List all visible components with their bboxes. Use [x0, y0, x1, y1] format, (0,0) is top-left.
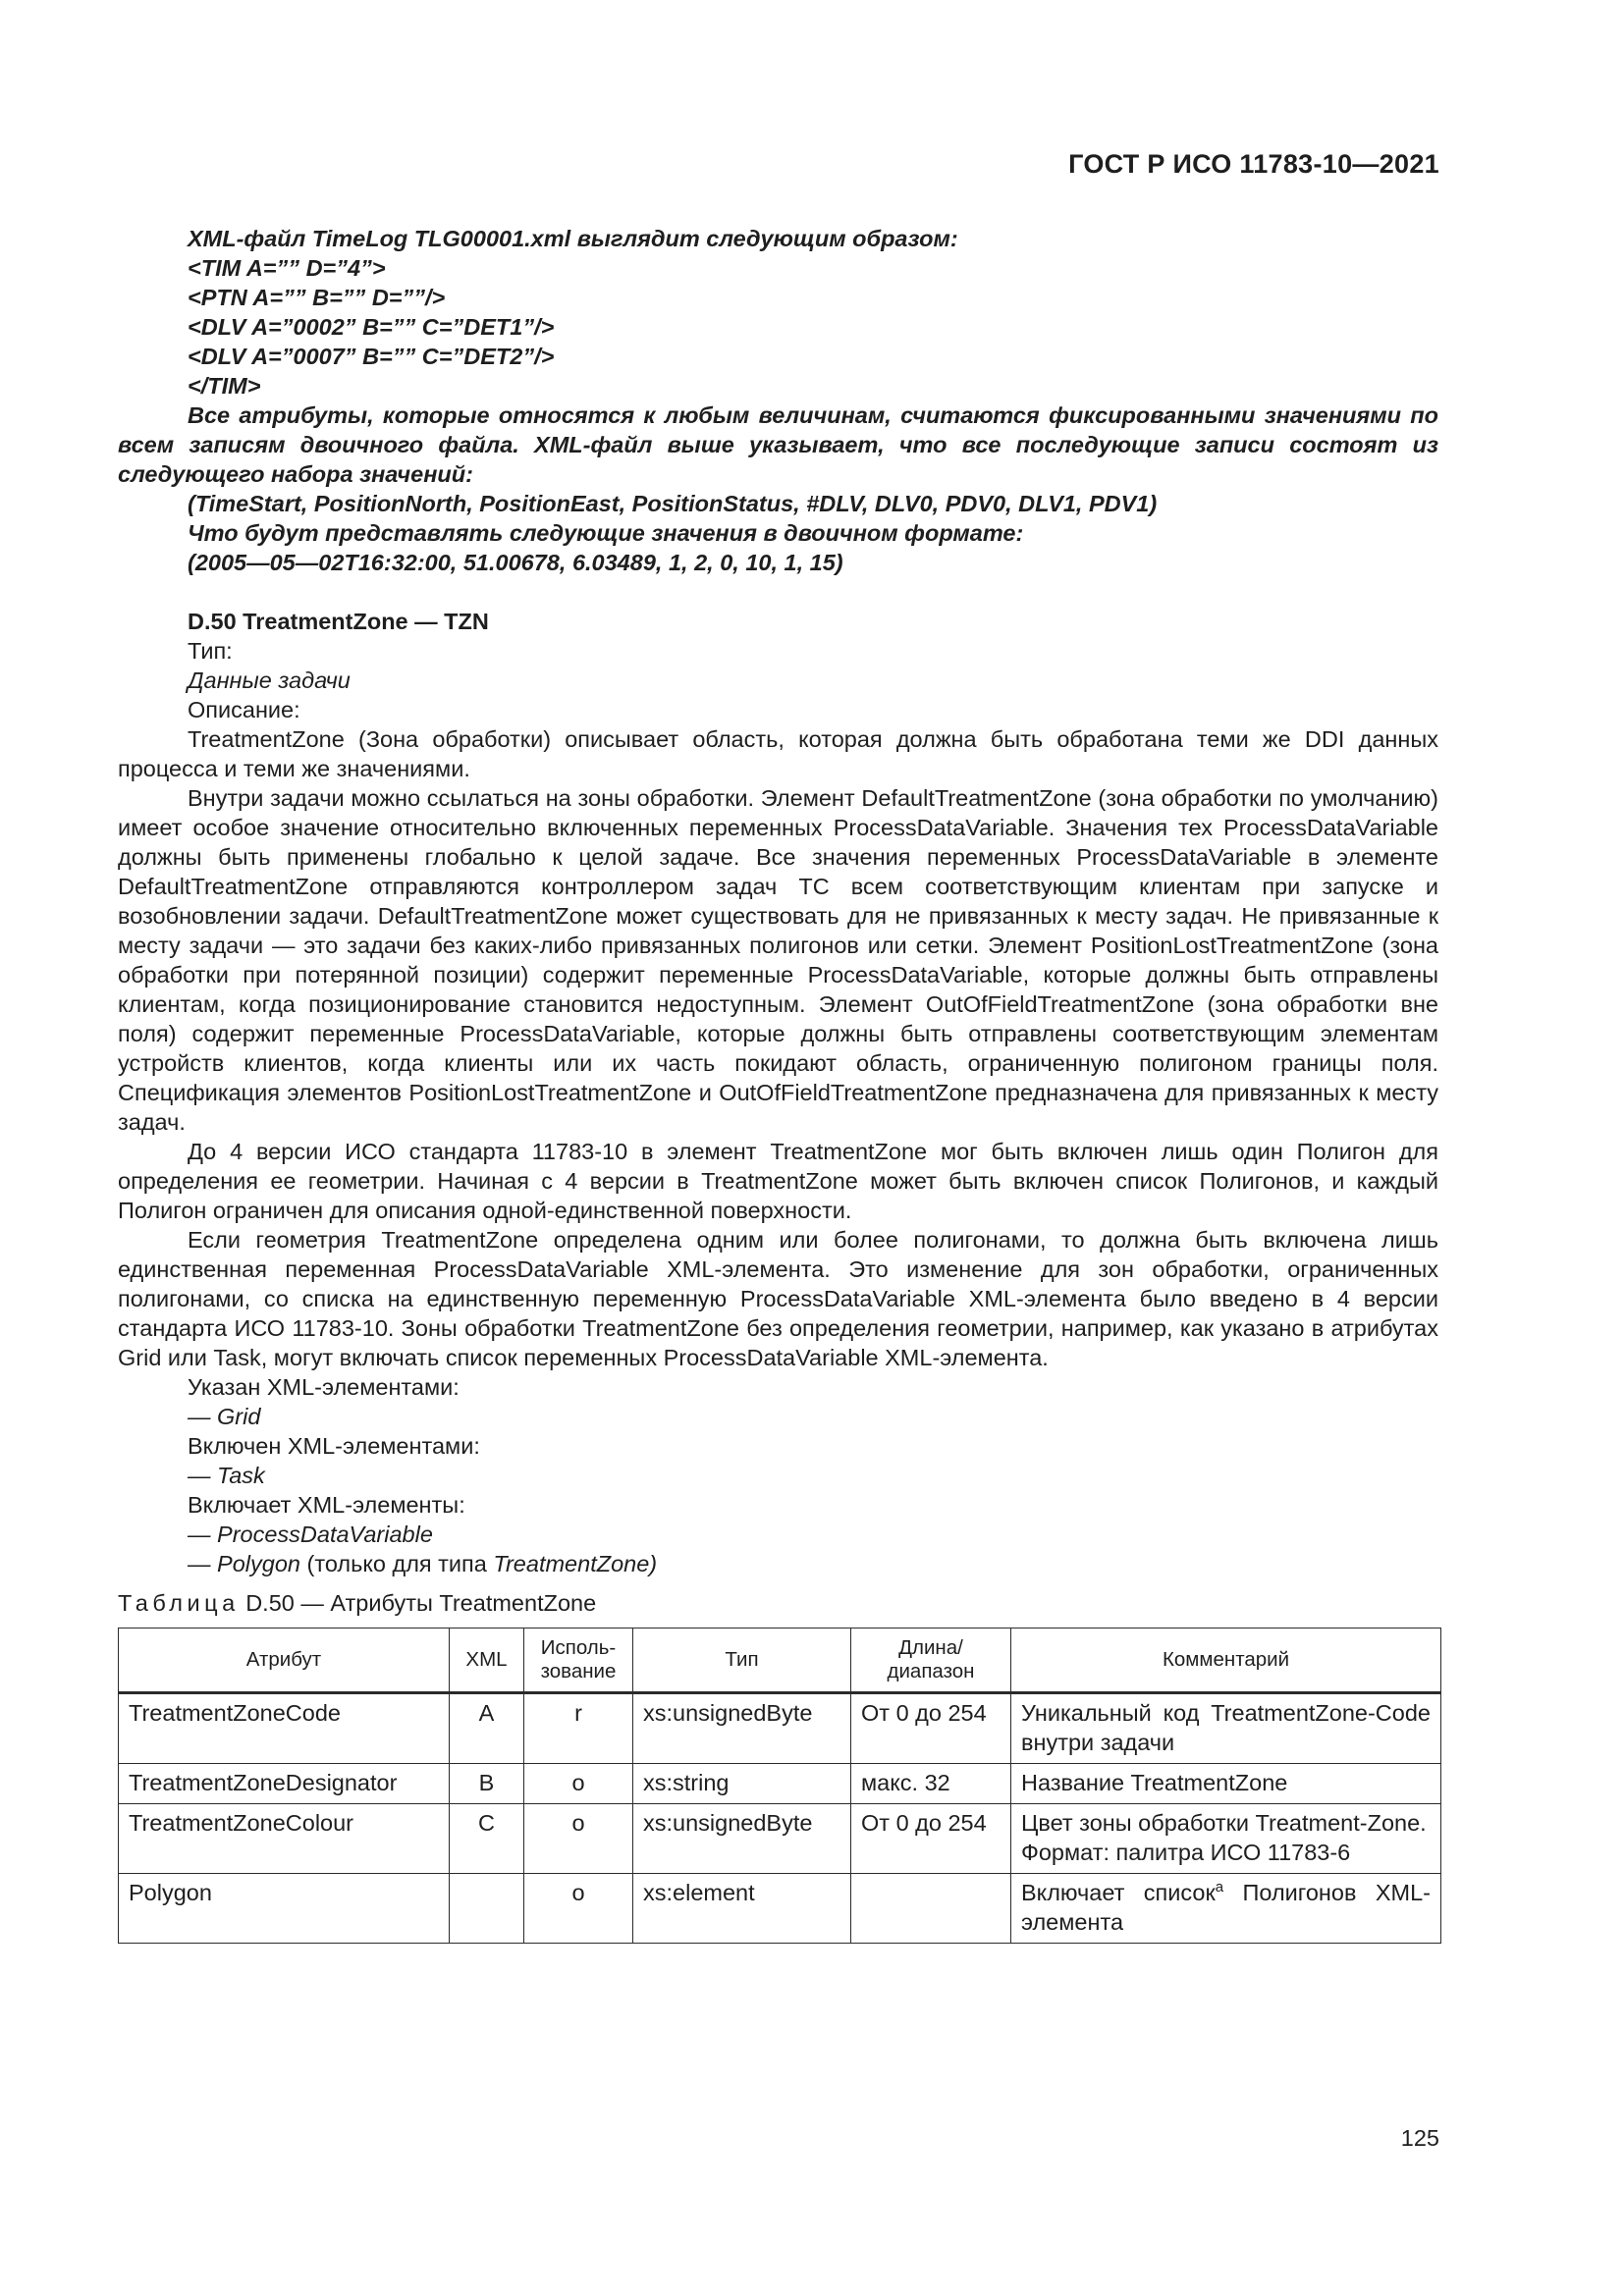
table-header-row [119, 1629, 1441, 1693]
cell-attribute: Polygon [119, 1874, 450, 1944]
cell-type: xs:unsignedByte [633, 1804, 851, 1874]
cell-range [851, 1874, 1011, 1944]
document-header: ГОСТ Р ИСО 11783-10—2021 [1068, 149, 1439, 179]
example-paragraph: Все атрибуты, которые относятся к любым величинам, считаются фиксированными значениями по всем записям двоичного файла. XML-файл выше указывает, что все последующие записи состоят из следующего набора значений: [118, 402, 1438, 487]
table-row [119, 1874, 1441, 1944]
includes-item [118, 1549, 1438, 1578]
example-line: XML-файл TimeLog TLG00001.xml выглядит следующим образом: [188, 226, 958, 251]
table-row [119, 1764, 1441, 1804]
cell-comment-text-rest: Полигонов XML-элемента [1021, 1880, 1431, 1935]
header-length-range: Длина/ диапазон [851, 1629, 1011, 1693]
includes-item-polygon: Polygon [217, 1551, 300, 1576]
cell-usage: o [524, 1764, 633, 1804]
page-number: 125 [1400, 2125, 1439, 2151]
example-line: <PTN A=”” B=”” D=””/> [188, 285, 446, 310]
cell-comment-format: Формат: палитра ИСО 11783-6 [1021, 1840, 1351, 1865]
includes-label: Включает XML-элементы: [188, 1492, 465, 1518]
referenced-by-label: Указан XML-элементами: [188, 1374, 460, 1400]
header-type: Тип [633, 1629, 851, 1693]
cell-comment [1011, 1874, 1441, 1944]
section-title: D.50 TreatmentZone — TZN [188, 609, 489, 634]
cell-comment-text: Включает список [1021, 1880, 1216, 1905]
cell-usage: o [524, 1874, 633, 1944]
table-caption-word: Таблица [118, 1590, 240, 1616]
includes-item-type: TreatmentZone) [493, 1551, 658, 1576]
cell-xml: C [450, 1804, 524, 1874]
cell-type: xs:string [633, 1764, 851, 1804]
cell-usage: r [524, 1693, 633, 1764]
type-label: Тип: [188, 638, 233, 664]
included-by-item: — Task [188, 1463, 265, 1488]
cell-attribute: TreatmentZoneColour [119, 1804, 450, 1874]
cell-comment: Уникальный код TreatmentZone-Code внутри задачи [1011, 1693, 1441, 1764]
example-line: <DLV A=”0007” B=”” C=”DET2”/> [188, 344, 555, 369]
description-label: Описание: [188, 697, 300, 722]
header-attribute: Атрибут [119, 1629, 450, 1693]
example-line: <TIM A=”” D=”4”> [188, 255, 386, 281]
attributes-table [118, 1628, 1441, 1944]
cell-type: xs:unsignedByte [633, 1693, 851, 1764]
description-paragraph: Внутри задачи можно ссылаться на зоны обработки. Элемент DefaultTreatmentZone (зона обработки по умолчанию) имеет особое значение относительно включенных переменных ProcessDataVariable. Значения тех ProcessDataVariable должны быть применены глобально к целой задаче. Все значения переменных ProcessDataVariable в элементе DefaultTreatmentZone отправляются контроллером задач TC всем соответствующим клиентам при запуске и возобновлении задачи. DefaultTreatmentZone может существовать для не привязанных к месту задач. Не привязанные к месту задачи — это задачи без каких-либо привязанных полигонов или сетки. Элемент PositionLostTreatmentZone (зона обработки при потерянной позиции) содержит переменные ProcessDataVariable, которые должны быть отправлены клиентам, когда позиционирование становится недоступным. Элемент OutOfFieldTreatmentZone (зона обработки вне поля) содержит переменные ProcessDataVariable, которые должны быть отправлены соответствующим элементам устройств клиентов, когда клиенты или их часть покидают область, ограниченную полигоном границы поля. Спецификация элементов PositionLostTreatmentZone и OutOfFieldTreatmentZone предназначена для привязанных к месту задач. [118, 785, 1438, 1135]
table-row [119, 1693, 1441, 1764]
includes-item-note: (только для типа [299, 1551, 494, 1576]
header-usage: Исполь-зование [524, 1629, 633, 1693]
cell-range: От 0 до 254 [851, 1804, 1011, 1874]
example-line: <DLV A=”0002” B=”” C=”DET1”/> [188, 314, 555, 340]
table-caption-text: D.50 — Атрибуты TreatmentZone [245, 1590, 597, 1616]
description-paragraph: TreatmentZone (Зона обработки) описывает область, которая должна быть обработана теми же DDI данных процесса и теми же значениями. [118, 726, 1438, 781]
includes-item: — ProcessDataVariable [188, 1522, 433, 1547]
cell-type: xs:element [633, 1874, 851, 1944]
cell-xml: B [450, 1764, 524, 1804]
header-comment: Комментарий [1011, 1629, 1441, 1693]
header-xml: XML [450, 1629, 524, 1693]
cell-comment [1011, 1804, 1441, 1874]
cell-xml [450, 1874, 524, 1944]
cell-attribute: TreatmentZoneCode [119, 1693, 450, 1764]
included-by-label: Включен XML-элементами: [188, 1433, 480, 1459]
type-value: Данные задачи [188, 667, 351, 693]
table-row [119, 1804, 1441, 1874]
cell-range: макс. 32 [851, 1764, 1011, 1804]
cell-usage: o [524, 1804, 633, 1874]
example-line: (2005—05—02T16:32:00, 51.00678, 6.03489, 1, 2, 0, 10, 1, 15) [188, 550, 843, 575]
cell-range: От 0 до 254 [851, 1693, 1011, 1764]
example-line: (TimeStart, PositionNorth, PositionEast, PositionStatus, #DLV, DLV0, PDV0, DLV1, PDV1) [188, 491, 1158, 516]
description-paragraph: Если геометрия TreatmentZone определена одним или более полигонами, то должна быть включена лишь единственная переменная ProcessDataVariable XML-элемента. Это изменение для зон обработки, ограниченных полигонами, со списка на единственную переменную ProcessDataVariable XML-элемента было введено в 4 версии стандарта ИСО 11783-10. Зоны обработки TreatmentZone без определения геометрии, например, как указано в атрибутах Grid или Task, могут включать список переменных ProcessDataVariable XML-элемента. [118, 1227, 1438, 1370]
description-paragraph: До 4 версии ИСО стандарта 11783-10 в элемент TreatmentZone мог быть включен лишь один Полигон для определения ее геометрии. Начиная с 4 версии в TreatmentZone может быть включен список Полигонов, и каждый Полигон ограничен для описания одной-единственной поверхности. [118, 1139, 1438, 1223]
cell-xml: A [450, 1693, 524, 1764]
cell-attribute: TreatmentZoneDesignator [119, 1764, 450, 1804]
cell-comment-line: Цвет зоны обработки Treatment-Zone. [1021, 1810, 1427, 1836]
includes-item-dash: — [188, 1551, 218, 1576]
example-line: Что будут представлять следующие значения в двоичном формате: [188, 520, 1024, 546]
cell-comment: Название TreatmentZone [1011, 1764, 1441, 1804]
example-line: </TIM> [188, 373, 261, 399]
footnote-marker: a [1215, 1879, 1224, 1896]
referenced-by-item: — Grid [188, 1404, 261, 1429]
page-content [118, 224, 1438, 1944]
table-caption [118, 1588, 1438, 1618]
